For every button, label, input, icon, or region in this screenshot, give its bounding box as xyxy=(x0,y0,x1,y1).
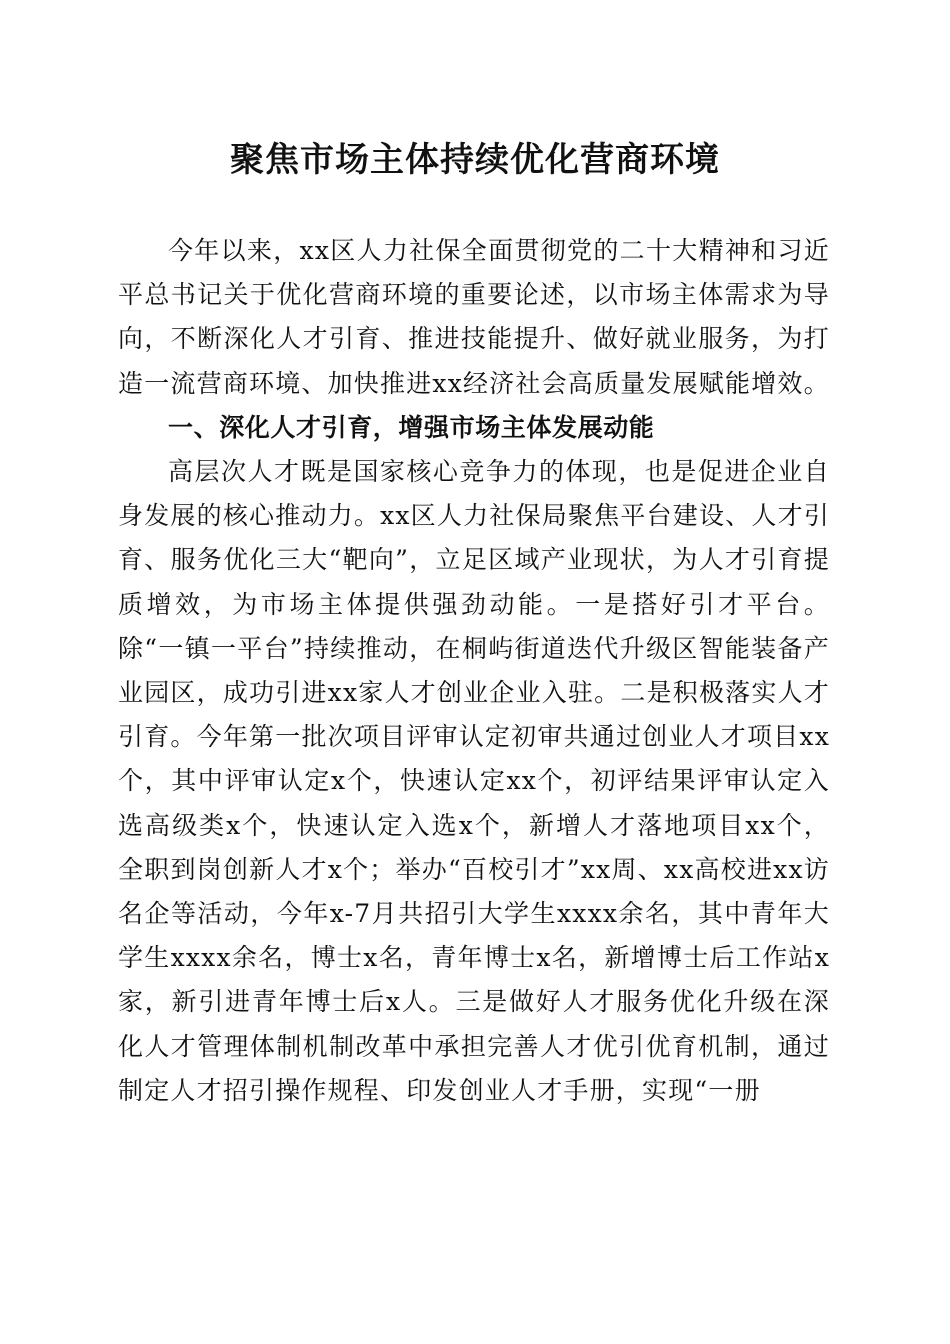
section-heading-1: 一、深化人才引育，增强市场主体发展动能 xyxy=(168,412,655,442)
document-body xyxy=(118,229,830,1113)
intro-paragraph: 今年以来，xx区人力社保全面贯彻党的二十大精神和习近平总书记关于优化营商环境的重要论述，以市场主体需求为导向，不断深化人才引育、推进技能提升、做好就业服务，为打造一流营商环境、加快推进xx经济社会高质量发展赋能增效。 xyxy=(118,236,830,398)
document-title: 聚焦市场主体持续优化营商环境 xyxy=(230,140,720,180)
section-1-paragraph: 高层次人才既是国家核心竞争力的体现，也是促进企业自身发展的核心推动力。xx区人力社保局聚焦平台建设、人才引育、服务优化三大“靶向”，立足区域产业现状，为人才引育提质增效，为市场主体提供强劲动能。一是搭好引才平台。除“一镇一平台”持续推动，在桐屿街道迭代升级区智能装备产业园区，成功引进xx家人才创业企业入驻。二是积极落实人才引育。今年第一批次项目评审认定初审共通过创业人才项目xx个，其中评审认定x个，快速认定xx个，初评结果评审认定入选高级类x个，快速认定入选x个，新增人才落地项目xx个，全职到岗创新人才x个；举办“百校引才”xx周、xx高校进xx访名企等活动，今年x-7月共招引大学生xxxx余名，其中青年大学生xxxx余名，博士x名，青年博士x名，新增博士后工作站x家，新引进青年博士后x人。三是做好人才服务优化升级在深化人才管理体制机制改革中承担完善人才优引优育机制，通过制定人才招引操作规程、印发创业人才手册，实现“一册 xyxy=(118,457,830,1105)
